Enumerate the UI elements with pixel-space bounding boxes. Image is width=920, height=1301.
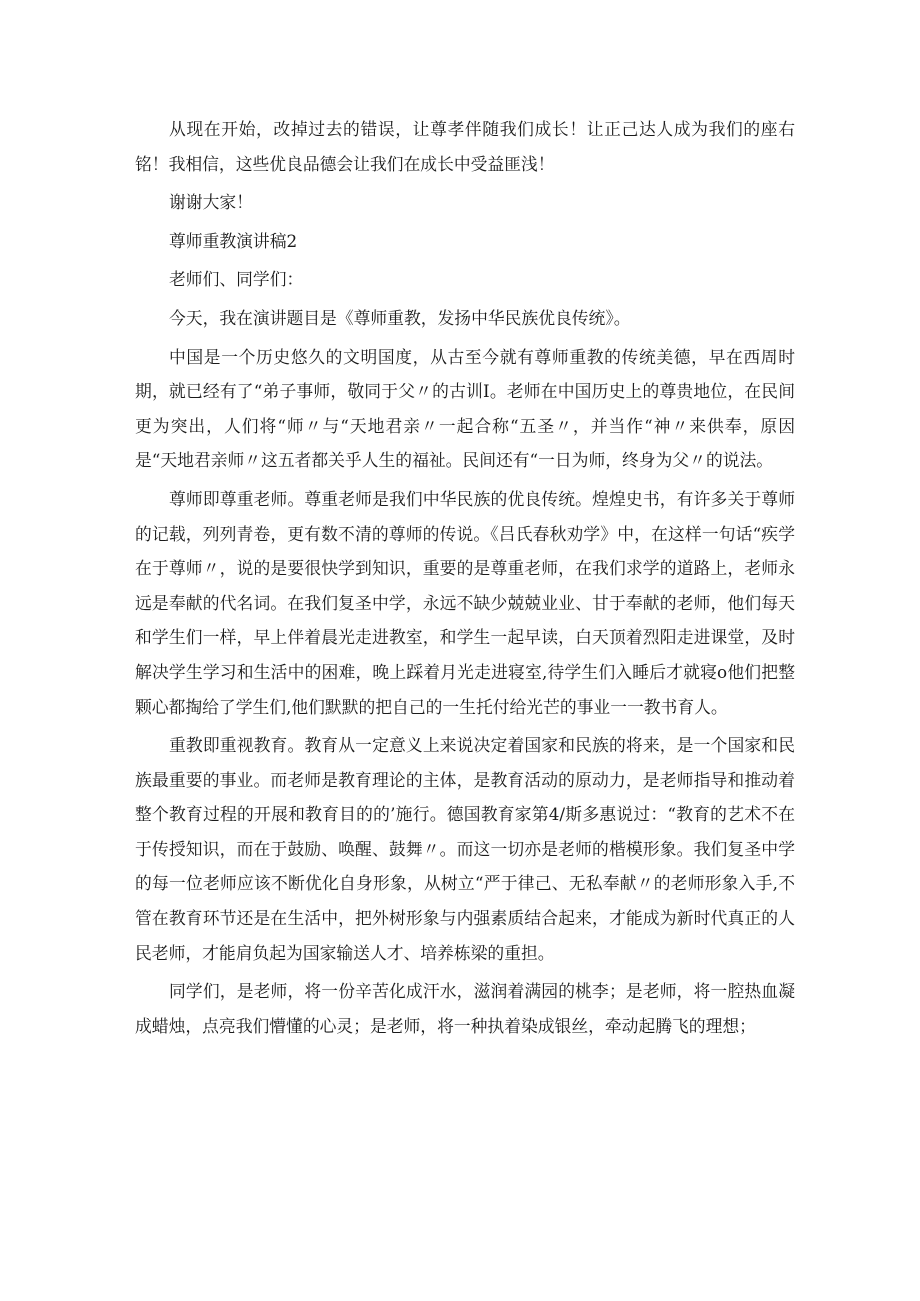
paragraph-tribute: 同学们，是老师，将一份辛苦化成汗水，滋润着满园的桃李；是老师，将一腔热血凝成蜡烛，点亮我们懵懂的心灵；是老师，将一种执着染成银丝，牵动起腾飞的理想； xyxy=(135,981,795,1036)
paragraph-greeting: 老师们、同学们： xyxy=(169,269,304,290)
paragraph-closing-wish: 从现在开始，改掉过去的错误，让尊孝伴随我们成长！让正己达人成为我们的座右铭！我相信，这些优良品德会让我们在成长中受益匪浅！ xyxy=(135,119,795,174)
paragraph-topic: 今天，我在演讲题目是《尊师重教，发扬中华民族优良传统》。 xyxy=(169,307,631,328)
paragraph-respect-teachers: 尊师即尊重老师。尊重老师是我们中华民族的优良传统。煌煌史书，有许多关于尊师的记载，列列青卷，更有数不清的尊师的传说。《吕氏春秋劝学》中，在这样一句话“疾学在于尊师〃，说的是要很快学到知识，重要的是尊重老师，在我们求学的道路上，老师永远是奉献的代名词。在我们复圣中学，永远不缺少兢兢业业、甘于奉献的老师，他们每天和学生们一样，早上伴着晨光走进教室，和学生一起早读，白天顶着烈阳走进课堂，及时解决学生学习和生活中的困难，晚上踩着月光走进寝室,待学生们入睡后才就寝o他们把整颗心都掏给了学生们,他们默默的把自己的一生托付给光芒的事业一一教书育人。 xyxy=(135,488,795,717)
paragraph-thanks: 谢谢大家！ xyxy=(169,192,253,213)
speech-heading: 尊师重教演讲稿2 xyxy=(169,230,298,251)
document-body xyxy=(135,112,795,1043)
paragraph-value-education: 重教即重视教育。教育从一定意义上来说决定着国家和民族的将来，是一个国家和民族最重要的事业。而老师是教育理论的主体，是教育活动的原动力，是老师指导和推动着整个教育过程的开展和教育目的的’施行。德国教育家第4/斯多惠说过：“教育的艺术不在于传授知识，而在于鼓励、唤醒、鼓舞〃。而这一切亦是老师的楷模形象。我们复圣中学的每一位老师应该不断优化自身形象，从树立“严于律己、无私奉献〃的老师形象入手,不管在教育环节还是在生活中，把外树形象与内强素质结合起来，才能成为新时代真正的人民老师，才能肩负起为国家输送人才、培养栋梁的重担。 xyxy=(135,735,795,963)
paragraph-history: 中国是一个历史悠久的文明国度，从古至今就有尊师重教的传统美德，早在西周时期，就已经有了“弟子事师，敬同于父〃的古训I。老师在中国历史上的尊贵地位，在民间更为突出，人们将“师〃与“天地君亲〃一起合称“五圣〃，并当作“神〃来供奉，原因是“天地君亲师〃这五者都关乎人生的福祉。民间还有“一日为师，终身为父〃的说法。 xyxy=(135,346,795,471)
